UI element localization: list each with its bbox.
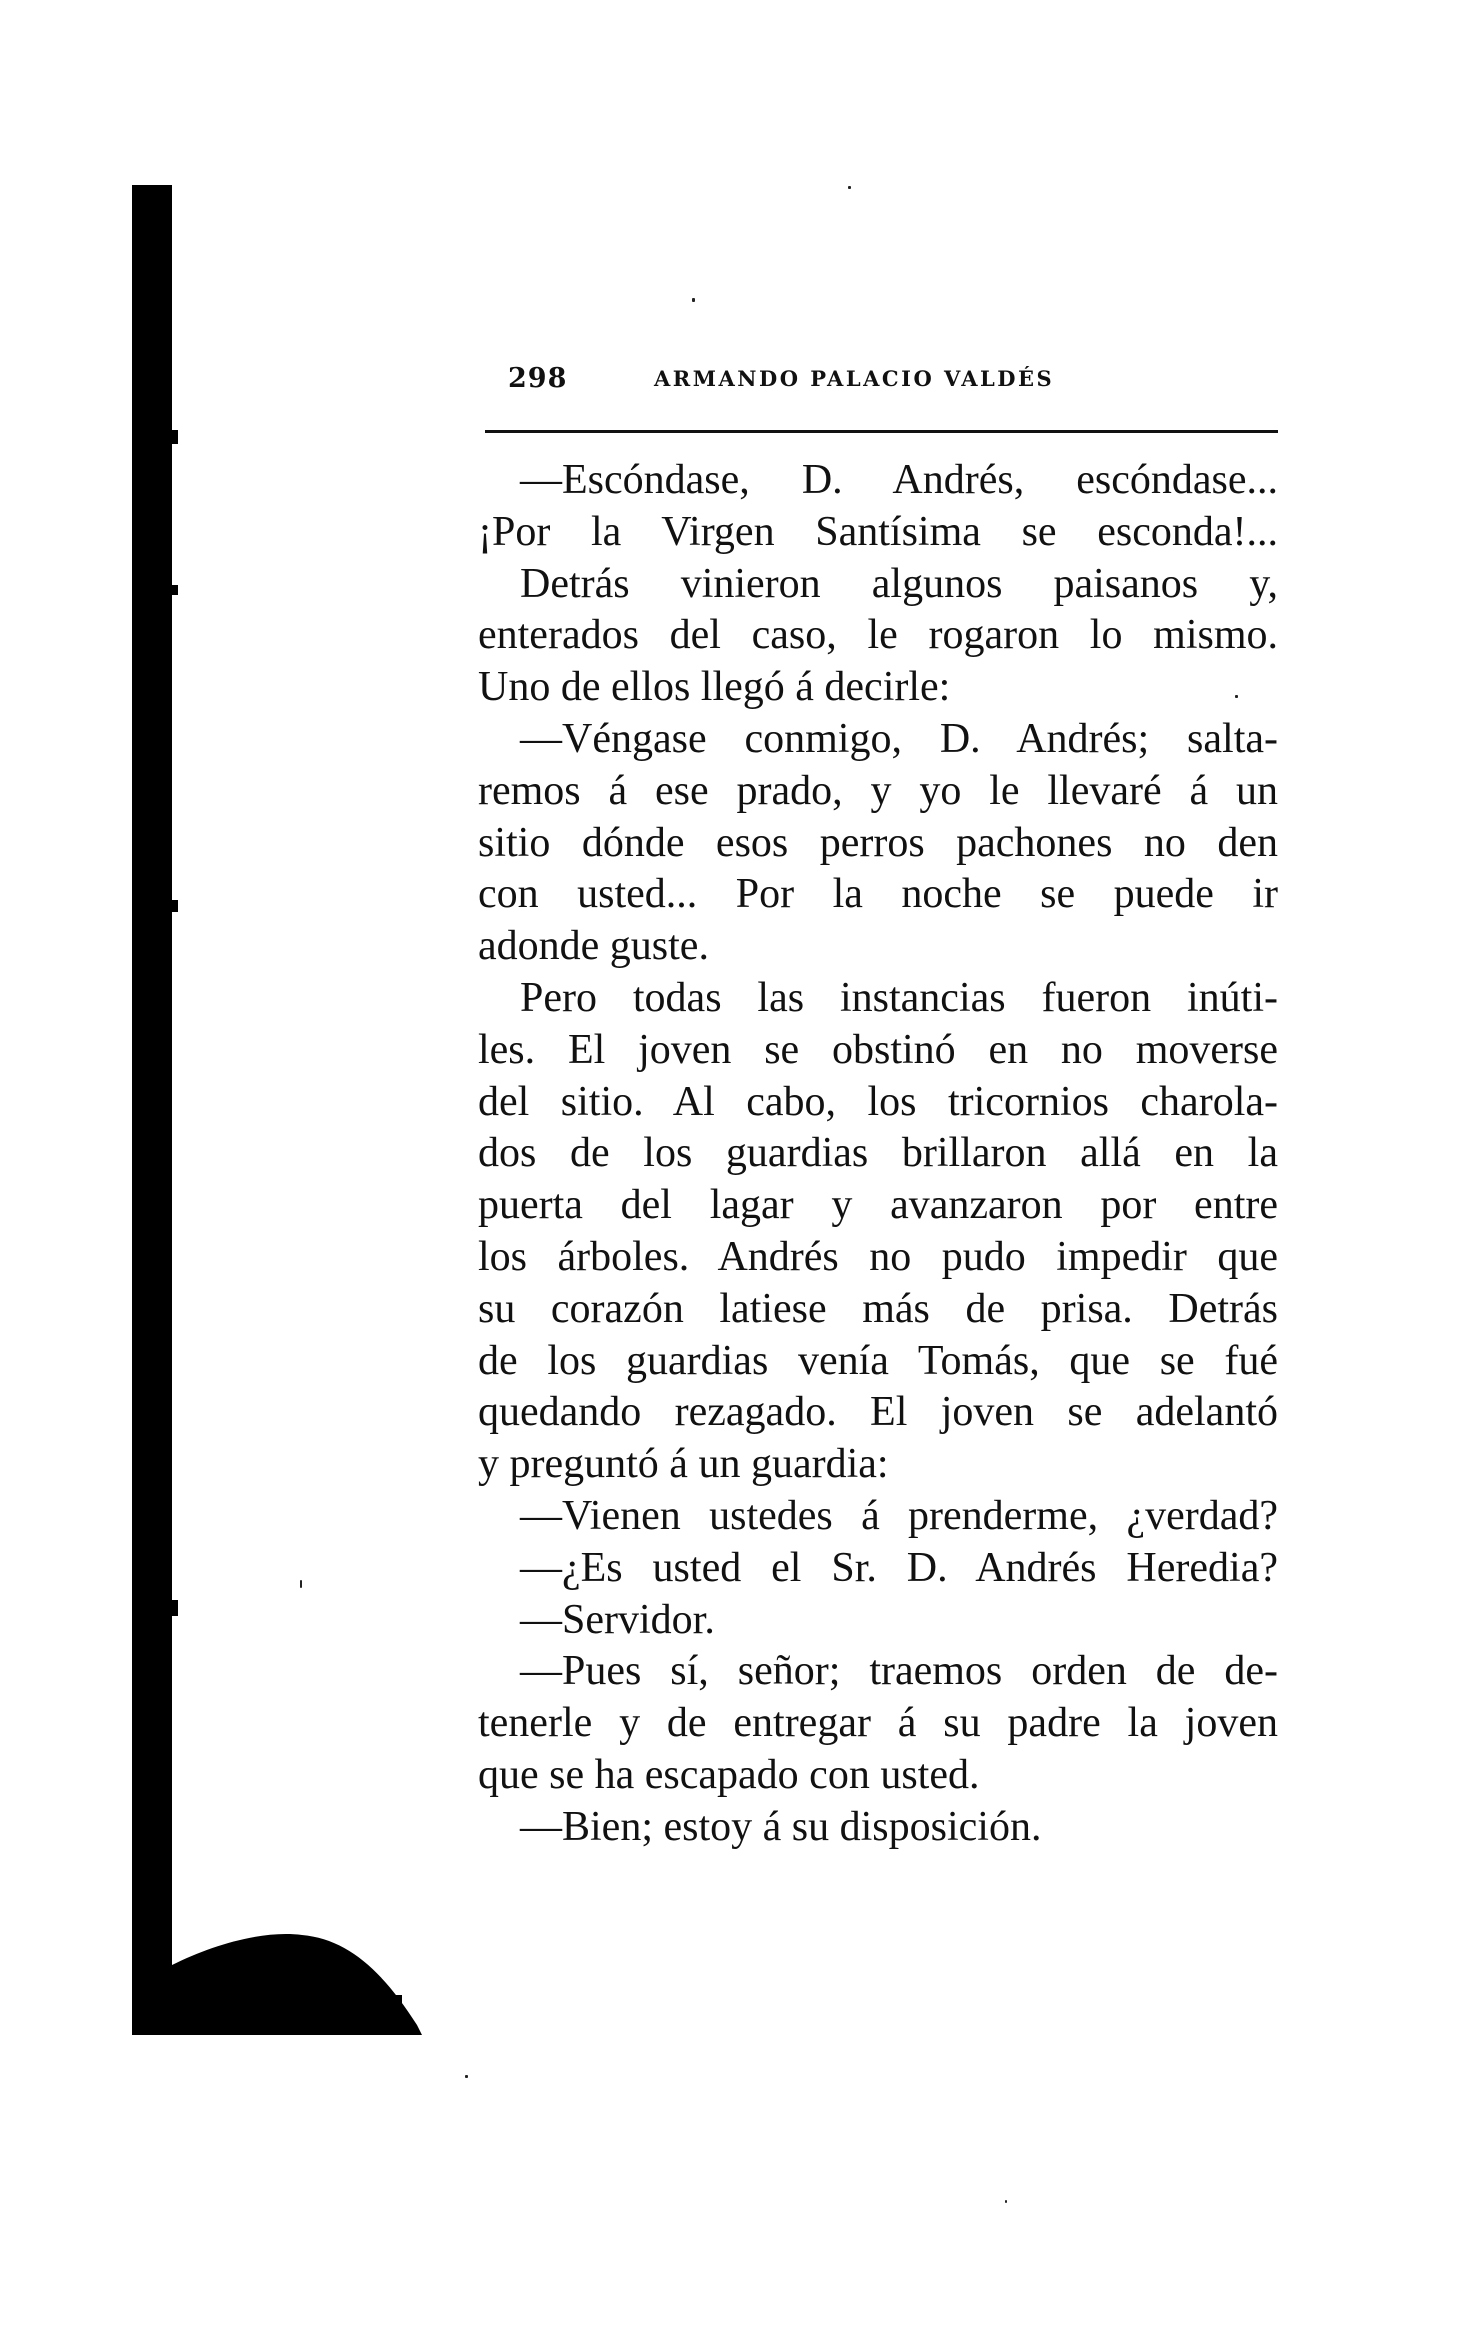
text-line: los árboles. Andrés no pudo impedir que bbox=[478, 1233, 1278, 1280]
text-line: puerta del lagar y avanzaron por entre bbox=[478, 1182, 1278, 1229]
binding-notch bbox=[172, 1600, 178, 1616]
text-line: remos á ese prado, y yo le llevaré á un bbox=[478, 767, 1278, 814]
page-curl-shadow bbox=[172, 1925, 422, 2035]
binding-notch bbox=[172, 585, 178, 595]
scan-speck bbox=[848, 186, 851, 189]
text-line: tenerle y de entregar á su padre la joven bbox=[478, 1700, 1278, 1747]
scan-speck bbox=[465, 2075, 468, 2078]
text-line: —¿Es usted el Sr. D. Andrés Heredia? bbox=[520, 1544, 1278, 1591]
text-line: de los guardias venía Tomás, que se fué bbox=[478, 1337, 1278, 1384]
running-head-author: ARMANDO PALACIO VALDÉS bbox=[654, 366, 1055, 391]
text-line: enterados del caso, le rogaron lo mismo. bbox=[478, 612, 1278, 659]
text-line: con usted... Por la noche se puede ir bbox=[478, 871, 1278, 918]
header-rule bbox=[485, 430, 1278, 433]
text-line: —Véngase conmigo, D. Andrés; salta- bbox=[520, 715, 1278, 762]
binding-notch bbox=[172, 430, 178, 444]
page-number: 298 bbox=[508, 363, 568, 394]
text-line: les. El joven se obstinó en no moverse bbox=[478, 1026, 1278, 1073]
text-line: adonde guste. bbox=[478, 923, 709, 970]
text-line: ¡Por la Virgen Santísima se esconda!... bbox=[478, 508, 1278, 555]
page-binding-shadow bbox=[132, 185, 172, 2035]
running-head bbox=[508, 363, 1278, 403]
text-line: y preguntó á un guardia: bbox=[478, 1441, 889, 1488]
text-line: —Vienen ustedes á prenderme, ¿verdad? bbox=[520, 1492, 1278, 1539]
text-line: Uno de ellos llegó á decirle: bbox=[478, 664, 951, 711]
body-text bbox=[478, 455, 1278, 1915]
binding-notch bbox=[172, 900, 178, 912]
text-line: —Servidor. bbox=[520, 1596, 715, 1643]
text-line: que se ha escapado con usted. bbox=[478, 1751, 980, 1798]
text-line: sitio dónde esos perros pachones no den bbox=[478, 819, 1278, 866]
text-line: —Pues sí, señor; traemos orden de de- bbox=[520, 1648, 1278, 1695]
text-line: —Escóndase, D. Andrés, escóndase... bbox=[520, 457, 1278, 503]
text-line: del sitio. Al cabo, los tricornios charola- bbox=[478, 1078, 1278, 1125]
scan-speck bbox=[300, 1580, 302, 1588]
text-line: su corazón latiese más de prisa. Detrás bbox=[478, 1285, 1278, 1332]
text-line: Pero todas las instancias fueron inúti- bbox=[520, 974, 1278, 1021]
text-line: —Bien; estoy á su disposición. bbox=[520, 1803, 1042, 1850]
text-line: Detrás vinieron algunos paisanos y, bbox=[520, 560, 1278, 607]
scan-speck bbox=[1005, 2200, 1007, 2203]
scan-speck bbox=[692, 298, 695, 302]
text-line: quedando rezagado. El joven se adelantó bbox=[478, 1389, 1278, 1436]
text-line: dos de los guardias brillaron allá en la bbox=[478, 1130, 1278, 1177]
